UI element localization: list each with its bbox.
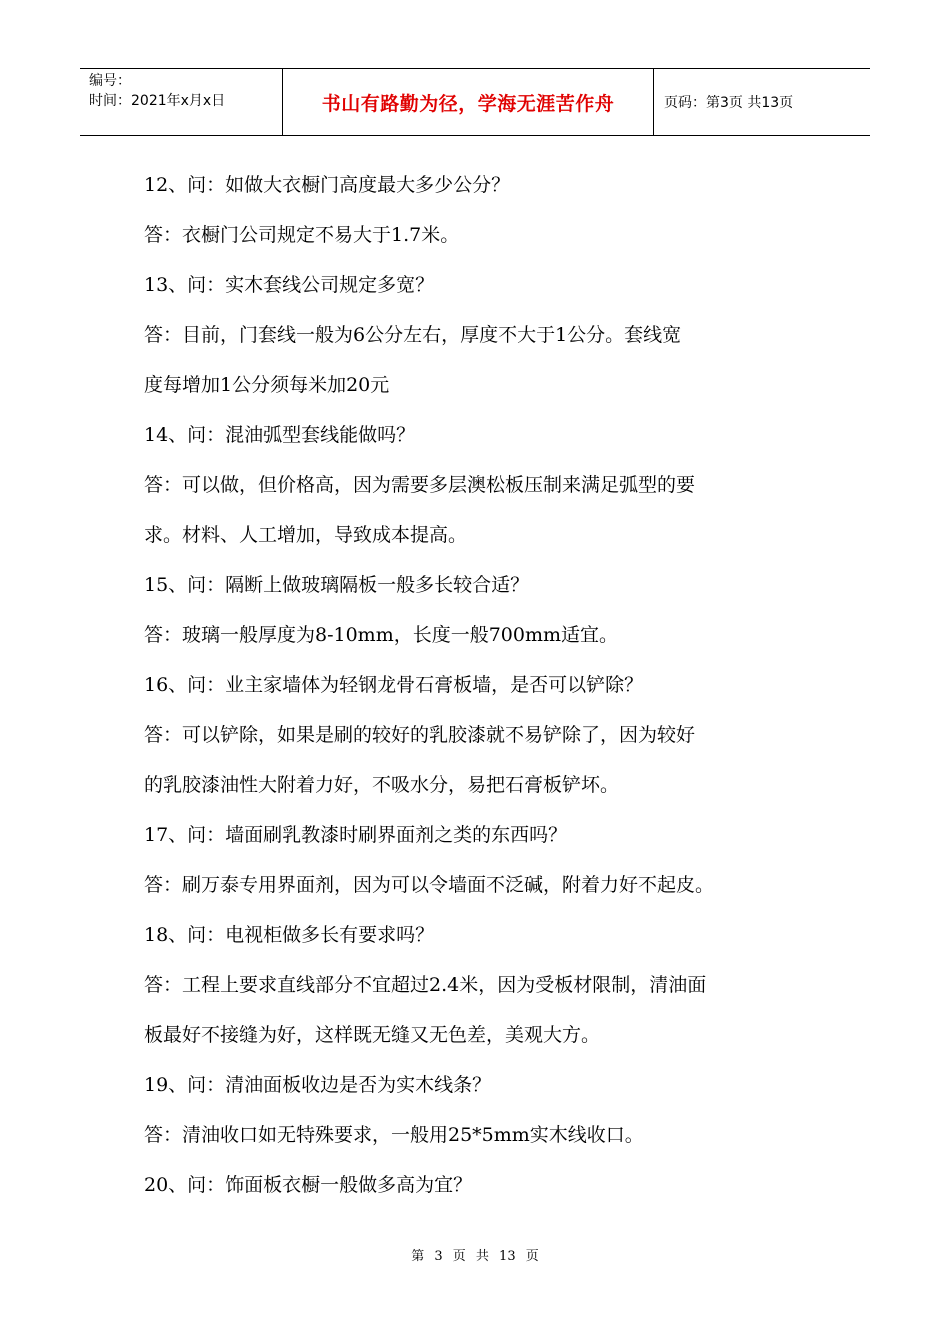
text-line: 14、问：混油弧型套线能做吗？: [144, 424, 416, 446]
text-line: 答：刷万泰专用界面剂，因为可以令墙面不泛碱，附着力好不起皮。: [144, 874, 715, 896]
text-line: 答：可以铲除，如果是刷的较好的乳胶漆就不易铲除了，因为较好: [144, 724, 696, 746]
text-line: 度每增加1公分须每米加20元: [144, 374, 390, 396]
text-line: 15、问：隔断上做玻璃隔板一般多长较合适？: [144, 574, 530, 596]
text-line: 18、问：电视柜做多长有要求吗？: [144, 924, 435, 946]
text-line: 答：目前，门套线一般为6公分左右，厚度不大于1公分。套线宽: [144, 324, 682, 346]
header-page-info: 页码：第3页 共13页: [664, 95, 794, 111]
page-footer: 第 3 页 共 13 页: [411, 1249, 539, 1264]
text-line: 13、问：实木套线公司规定多宽？: [144, 274, 435, 296]
document-body: [144, 160, 814, 1210]
text-line: 17、问：墙面刷乳教漆时刷界面剂之类的东西吗？: [144, 824, 568, 846]
page-header: [80, 68, 870, 136]
text-line: 19、问：清油面板收边是否为实木线条？: [144, 1074, 492, 1096]
text-line: 答：衣橱门公司规定不易大于1.7米。: [144, 224, 460, 246]
text-line: 答：可以做，但价格高，因为需要多层澳松板压制来满足弧型的要: [144, 474, 696, 496]
text-line: 答：工程上要求直线部分不宜超过2.4米，因为受板材限制，清油面: [144, 974, 707, 996]
text-line: 12、问：如做大衣橱门高度最大多少公分？: [144, 174, 511, 196]
text-line: 20、问：饰面板衣橱一般做多高为宜？: [144, 1174, 473, 1196]
text-line: 答：清油收口如无特殊要求，一般用25*5mm实木线收口。: [144, 1124, 644, 1146]
text-line: 板最好不接缝为好，这样既无缝又无色差，美观大方。: [144, 1024, 601, 1046]
header-motto: 书山有路勤为径，学海无涯苦作舟: [283, 69, 654, 135]
text-line: 16、问：业主家墙体为轻钢龙骨石膏板墙，是否可以铲除？: [144, 674, 644, 696]
text-line: 答：玻璃一般厚度为8-10mm，长度一般700mm适宜。: [144, 624, 619, 646]
text-line: 的乳胶漆油性大附着力好，不吸水分，易把石膏板铲坏。: [144, 774, 620, 796]
text-line: 求。材料、人工增加，导致成本提高。: [144, 524, 468, 546]
document-date-label: 时间：2021年x月x日: [89, 93, 226, 109]
document-number-label: 编号：: [89, 73, 131, 89]
header-meta: [80, 69, 283, 135]
